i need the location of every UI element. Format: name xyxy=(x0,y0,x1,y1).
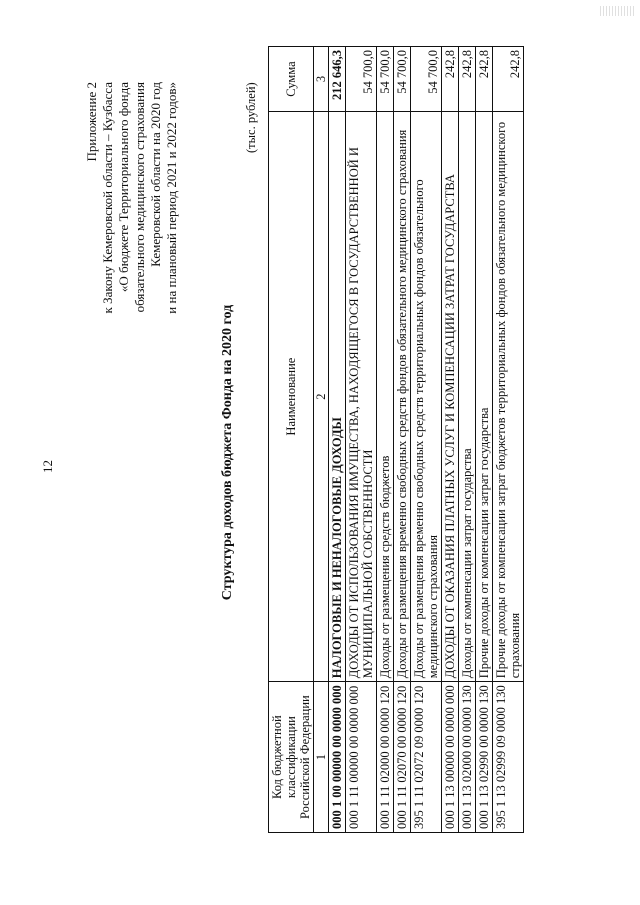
column-number-row xyxy=(314,47,329,833)
row-code: 395 1 11 02072 09 0000 120 xyxy=(411,682,442,833)
appendix-line: «О бюджете Территориального фонда xyxy=(116,82,131,293)
header-code: Код бюджетной классификации Российской Федерации xyxy=(269,682,314,833)
column-number: 3 xyxy=(314,47,329,112)
document-title: Структура доходов бюджета Фонда на 2020 год xyxy=(220,304,235,601)
row-sum: 54 700,0 xyxy=(411,47,442,112)
header-sum: Сумма xyxy=(269,47,314,112)
row-sum: 242,8 xyxy=(493,47,524,112)
row-name: Прочие доходы от компенсации затрат бюджетов территориальных фондов обязательного медицинского страхования xyxy=(493,112,524,682)
row-name: НАЛОГОВЫЕ И НЕНАЛОГОВЫЕ ДОХОДЫ xyxy=(329,112,346,682)
table-row xyxy=(459,47,476,833)
table-row xyxy=(476,47,493,833)
row-name: Прочие доходы от компенсации затрат государства xyxy=(476,112,493,682)
appendix-line: к Закону Кемеровской области – Кузбасса xyxy=(100,82,115,314)
table-header-row xyxy=(269,47,314,833)
row-code: 000 1 13 00000 00 0000 000 xyxy=(442,682,459,833)
row-code: 000 1 11 02070 00 0000 120 xyxy=(394,682,411,833)
row-sum: 212 646,3 xyxy=(329,47,346,112)
appendix-header xyxy=(84,82,180,314)
row-sum: 242,8 xyxy=(459,47,476,112)
table-row xyxy=(442,47,459,833)
column-number: 1 xyxy=(314,682,329,833)
row-name: Доходы от компенсации затрат государства xyxy=(459,112,476,682)
row-code: 000 1 11 00000 00 0000 000 xyxy=(346,682,377,833)
column-number: 2 xyxy=(314,112,329,682)
revenue-table xyxy=(268,46,524,833)
row-code: 395 1 13 02999 09 0000 130 xyxy=(493,682,524,833)
table-row xyxy=(394,47,411,833)
row-sum: 242,8 xyxy=(442,47,459,112)
row-sum: 54 700,0 xyxy=(394,47,411,112)
row-name: Доходы от размещения временно свободных средств территориальных фондов обязательного медицинского страхования xyxy=(411,112,442,682)
row-sum: 54 700,0 xyxy=(346,47,377,112)
header-name: Наименование xyxy=(269,112,314,682)
row-code: 000 1 13 02990 00 0000 130 xyxy=(476,682,493,833)
units-label: (тыс. рублей) xyxy=(244,82,258,153)
appendix-line: Кемеровской области на 2020 год xyxy=(148,82,163,267)
appendix-line: и на плановый период 2021 и 2022 годов» xyxy=(164,82,179,314)
row-name: ДОХОДЫ ОТ ОКАЗАНИЯ ПЛАТНЫХ УСЛУГ И КОМПЕНСАЦИИ ЗАТРАТ ГОСУДАРСТВА xyxy=(442,112,459,682)
table-row xyxy=(346,47,377,833)
row-sum: 54 700,0 xyxy=(377,47,394,112)
table-row xyxy=(493,47,524,833)
table-row xyxy=(329,47,346,833)
row-sum: 242,8 xyxy=(476,47,493,112)
row-code: 000 1 11 02000 00 0000 120 xyxy=(377,682,394,833)
appendix-line: Приложение 2 xyxy=(84,82,99,162)
page-number: 12 xyxy=(40,460,55,473)
appendix-line: обязательного медицинского страхования xyxy=(132,82,147,313)
row-name: ДОХОДЫ ОТ ИСПОЛЬЗОВАНИЯ ИМУЩЕСТВА, НАХОДЯЩЕГОСЯ В ГОСУДАРСТВЕННОЙ И МУНИЦИПАЛЬНОЙ СОБСТВЕННОСТИ xyxy=(346,112,377,682)
row-code: 000 1 13 02000 00 0000 130 xyxy=(459,682,476,833)
table-row xyxy=(411,47,442,833)
table-row xyxy=(377,47,394,833)
row-code: 000 1 00 00000 00 0000 000 xyxy=(329,682,346,833)
row-name: Доходы от размещения временно свободных средств фондов обязательного медицинского страхования xyxy=(394,112,411,682)
row-name: Доходы от размещения средств бюджетов xyxy=(377,112,394,682)
